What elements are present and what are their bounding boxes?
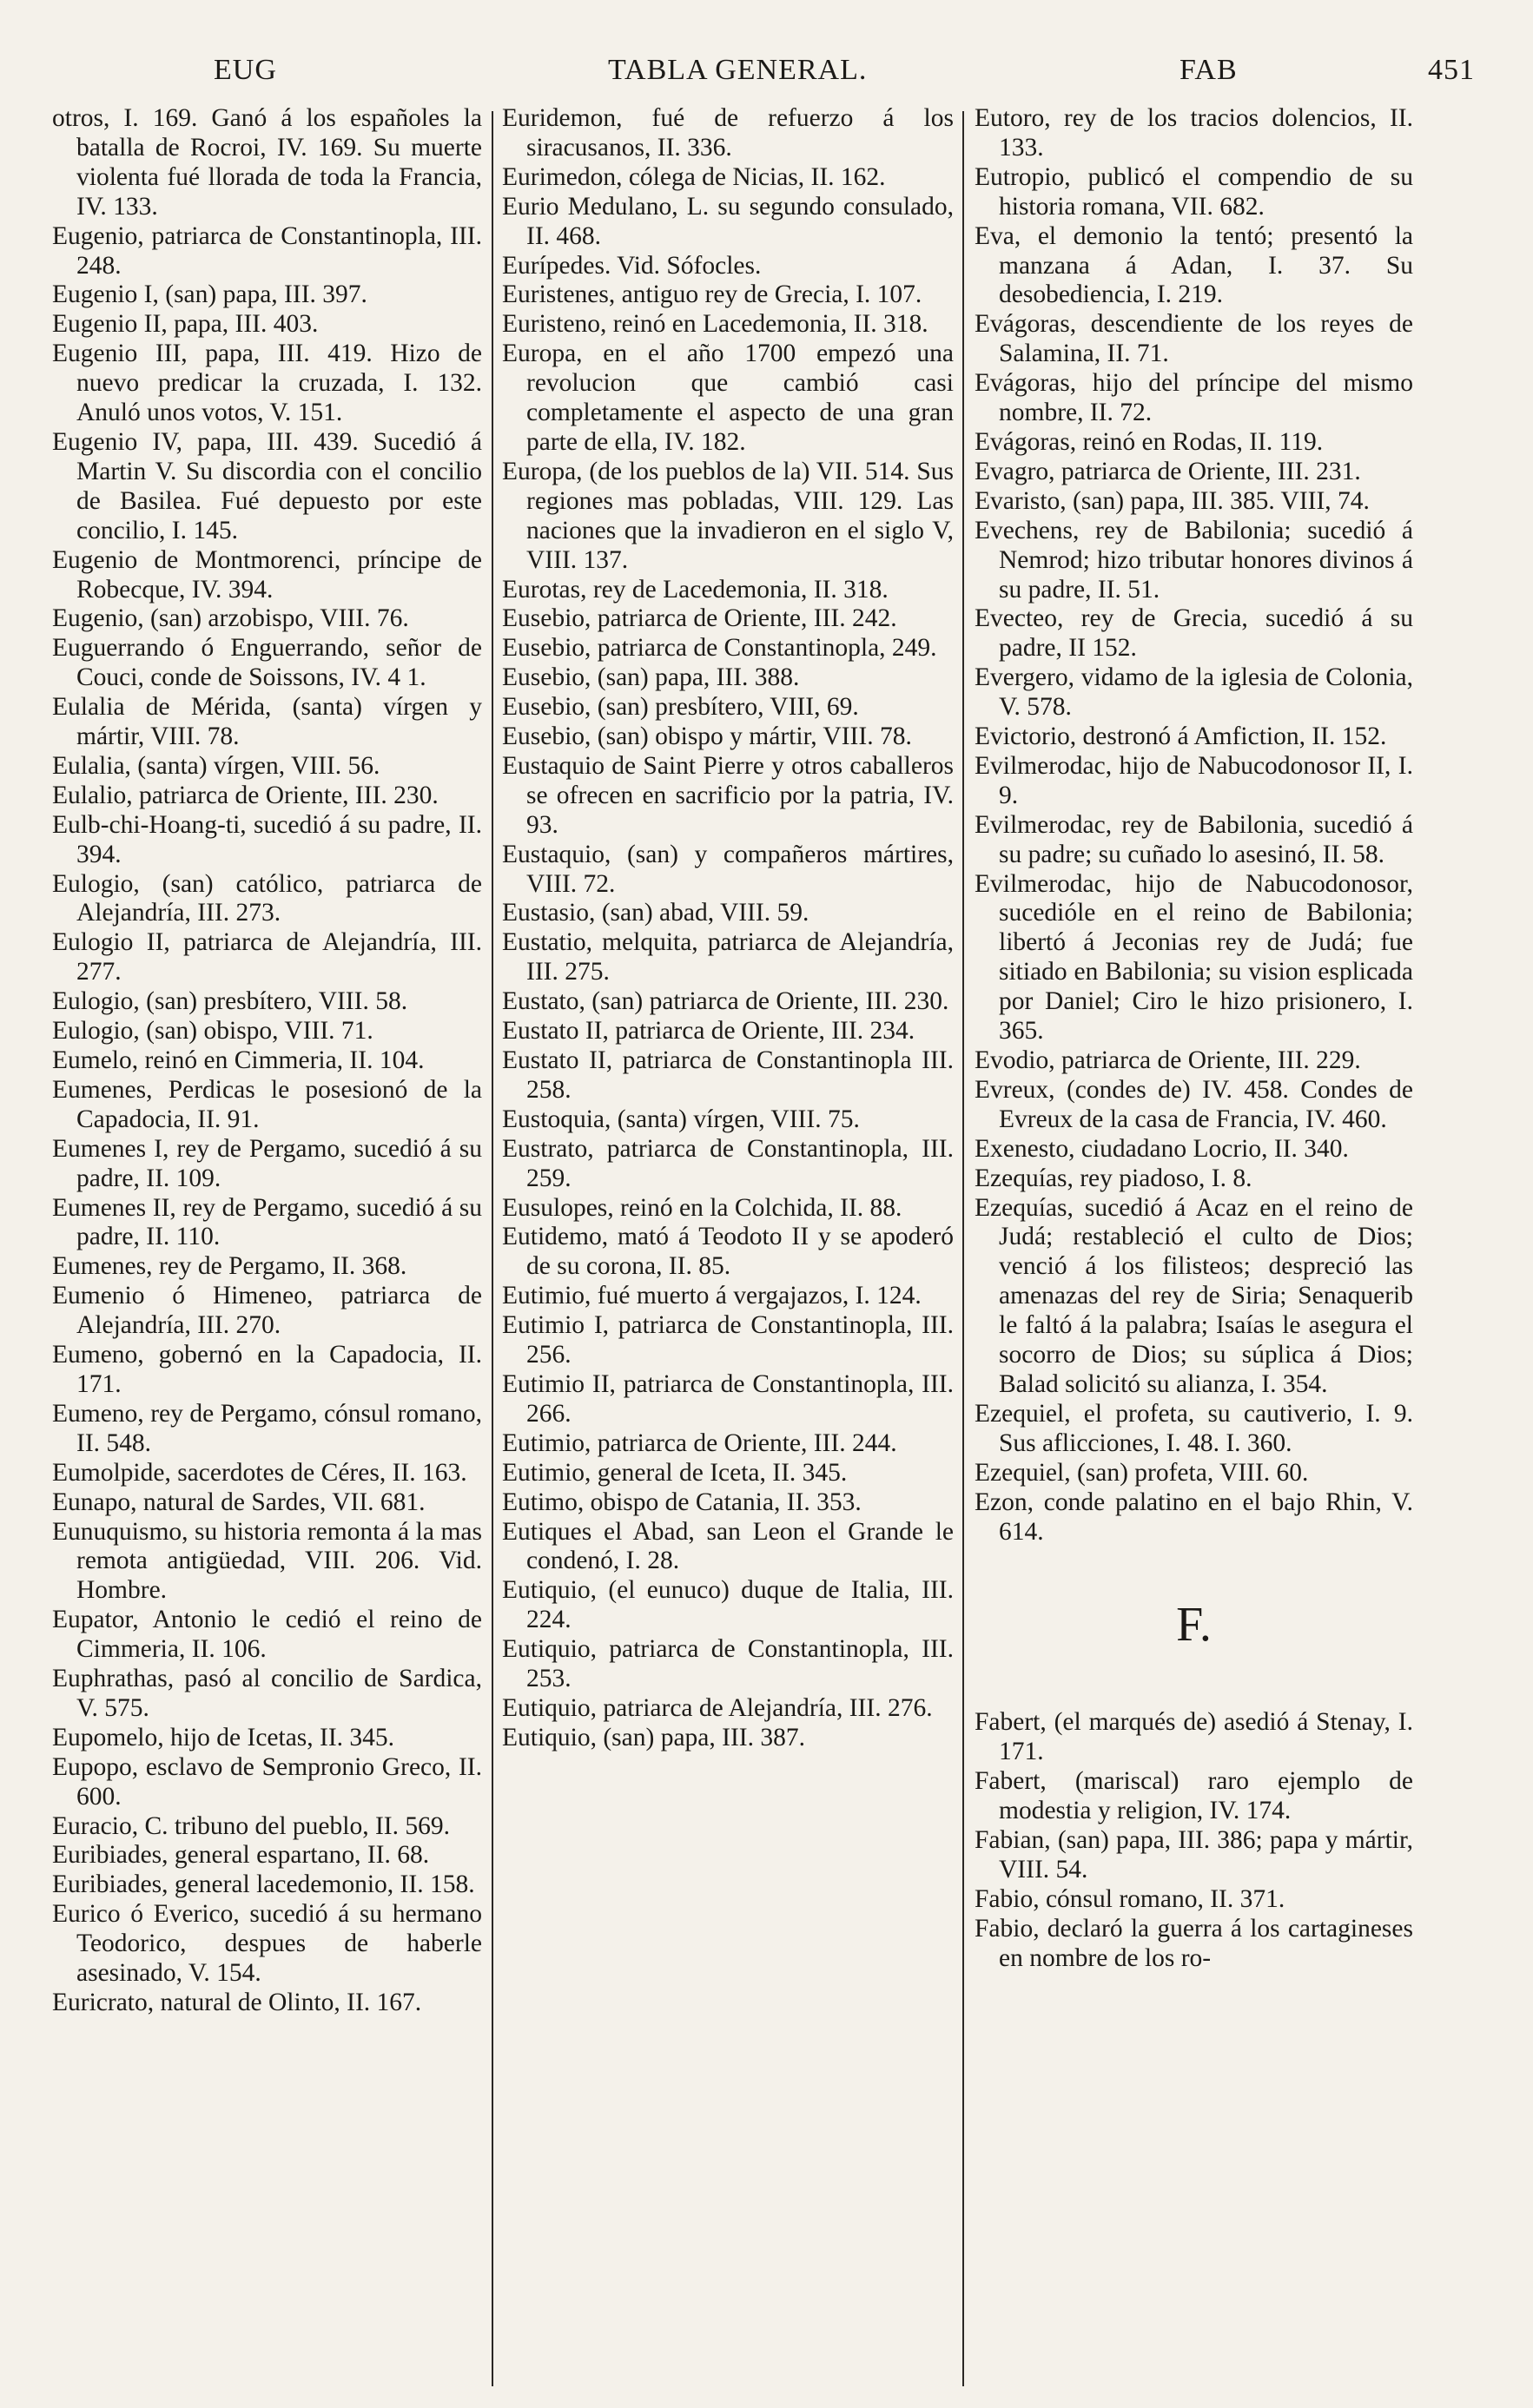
header-title: TABLA GENERAL. — [608, 54, 868, 86]
index-entry: Evilmerodac, hijo de Nabucodonosor II, I. 9. — [975, 751, 1413, 809]
column-divider — [492, 111, 493, 2386]
index-entry: Eusebio, (san) obispo y mártir, VIII. 78. — [502, 722, 912, 751]
index-entry: Eupator, Antonio le cedió el reino de Cimmeria, II. 106. — [52, 1606, 482, 1664]
index-entry: Evágoras, hijo del príncipe del mismo nombre, II. 72. — [975, 369, 1413, 427]
index-entry: Eutiquio, (el eunuco) duque de Italia, III. 224. — [502, 1576, 954, 1634]
index-entry: Eupomelo, hijo de Icetas, II. 345. — [52, 1723, 395, 1752]
index-entry: Eusebio, patriarca de Oriente, III. 242. — [502, 604, 897, 633]
index-entry: Eupopo, esclavo de Sempronio Greco, II. 600. — [52, 1752, 482, 1811]
index-entry: Euphrathas, pasó al concilio de Sardica, V. 575. — [52, 1665, 482, 1722]
index-entry: Eutimo, obispo de Catania, II. 353. — [502, 1488, 862, 1516]
index-entry: Eumenes II, rey de Pergamo, sucedió á su padre, II. 110. — [52, 1193, 482, 1251]
index-entry: Eumolpide, sacerdotes de Céres, II. 163. — [52, 1458, 467, 1487]
index-entry: Eustatio, melquita, patriarca de Alejandría, III. 275. — [502, 928, 954, 986]
index-entry: Eutiquio, patriarca de Constantinopla, III. 253. — [502, 1635, 954, 1693]
header-right-guide-word: FAB — [1179, 54, 1238, 86]
index-entry: otros, I. 169. Ganó á los españoles la batalla de Rocroi, IV. 169. Su muerte violenta fué llorada de toda la Francia, IV. 133. — [52, 104, 482, 221]
index-entry: Evágoras, reinó en Rodas, II. 119. — [975, 427, 1324, 456]
index-entry: Eutimio I, patriarca de Constantinopla, III. 256. — [502, 1311, 954, 1369]
index-entry: Eurimedon, cólega de Nicias, II. 162. — [502, 162, 886, 191]
index-entry: Eurotas, rey de Lacedemonia, II. 318. — [502, 575, 889, 604]
index-entry: Ezequiel, (san) profeta, VIII. 60. — [975, 1458, 1309, 1487]
index-entry: Ezequías, rey piadoso, I. 8. — [975, 1164, 1252, 1192]
index-entry: Eustato II, patriarca de Oriente, III. 234. — [502, 1017, 915, 1046]
index-entry: Eustasio, (san) abad, VIII. 59. — [502, 899, 809, 927]
index-entry: Evecteo, rey de Grecia, sucedió á su padre, II 152. — [975, 604, 1413, 663]
index-column-2 — [502, 104, 954, 2388]
index-entry: Eugenio IV, papa, III. 439. Sucedió á Martin V. Su discordia con el concilio de Basilea. Fué depuesto por este concilio, I. 145. — [52, 427, 482, 544]
index-entry: Eustaquio, (san) y compañeros mártires, VIII. 72. — [502, 840, 954, 898]
index-entry: Ezon, conde palatino en el bajo Rhin, V. 614. — [975, 1488, 1413, 1546]
index-entry: Eutimio II, patriarca de Constantinopla, III. 266. — [502, 1369, 954, 1428]
index-entry: Eusebio, (san) presbítero, VIII, 69. — [502, 693, 859, 722]
index-entry: Evaristo, (san) papa, III. 385. VIII, 74. — [975, 486, 1370, 515]
index-entry: Eusebio, (san) papa, III. 388. — [502, 663, 800, 692]
index-entry: Evágoras, descendiente de los reyes de Salamina, II. 71. — [975, 310, 1413, 368]
index-entry: Evilmerodac, hijo de Nabucodonosor, sucedióle en el reino de Babilonia; libertó á Jeconias rey de Judá; fue sitiado en Babilonia; su vision esplicada por Daniel; Ciro le hizo prisionero, I. 365. — [975, 869, 1413, 1046]
index-column-1 — [52, 104, 482, 2388]
index-entry: Eusulopes, reinó en la Colchida, II. 88. — [502, 1193, 902, 1222]
index-entry: Evodio, patriarca de Oriente, III. 229. — [975, 1046, 1361, 1074]
page-number: 451 — [1428, 54, 1475, 86]
index-entry: Evreux, (condes de) IV. 458. Condes de Evreux de la casa de Francia, IV. 460. — [975, 1075, 1413, 1133]
index-entry: Euristenes, antiguo rey de Grecia, I. 107. — [502, 280, 922, 309]
index-entry: Ezequiel, el profeta, su cautiverio, I. 9. Sus aflicciones, I. 48. I. 360. — [975, 1399, 1413, 1457]
index-entry: Euguerrando ó Enguerrando, señor de Couci, conde de Soissons, IV. 4 1. — [52, 634, 482, 692]
index-entry: Fabian, (san) papa, III. 386; papa y mártir, VIII. 54. — [975, 1826, 1413, 1884]
section-letter-heading: F. — [1176, 1598, 1212, 1653]
index-entry: Eustoquia, (santa) vírgen, VIII. 75. — [502, 1105, 860, 1133]
index-entry: Eulb-chi-Hoang-ti, sucedió á su padre, II. 394. — [52, 810, 482, 868]
index-entry: Evilmerodac, rey de Babilonia, sucedió á su padre; su cuñado lo asesinó, II. 58. — [975, 810, 1413, 868]
index-entry: Eva, el demonio la tentó; presentó la manzana á Adan, I. 37. Su desobediencia, I. 219. — [975, 221, 1413, 309]
index-entry: Eulogio, (san) presbítero, VIII. 58. — [52, 987, 408, 1016]
index-entry: Eustato, (san) patriarca de Oriente, III. 230. — [502, 987, 949, 1016]
index-entry: Eusebio, patriarca de Constantinopla, 249. — [502, 634, 937, 663]
index-entry: Europa, (de los pueblos de la) VII. 514. Sus regiones mas pobladas, VIII. 129. Las naciones que la invadieron en el siglo V, VIII. 137. — [502, 457, 954, 574]
index-entry: Eutiquio, (san) papa, III. 387. — [502, 1723, 805, 1752]
index-entry: Eumenes, rey de Pergamo, II. 368. — [52, 1252, 407, 1281]
index-entry: Exenesto, ciudadano Locrio, II. 340. — [975, 1134, 1349, 1163]
index-entry: Euricrato, natural de Olinto, II. 167. — [52, 1989, 422, 2016]
index-entry: Eugenio, (san) arzobispo, VIII. 76. — [52, 604, 409, 633]
index-entry: Eumenio ó Himeneo, patriarca de Alejandría, III. 270. — [52, 1282, 482, 1340]
index-entry: Eutiques el Abad, san Leon el Grande le condenó, I. 28. — [502, 1517, 954, 1575]
index-entry: Eulalia, (santa) vírgen, VIII. 56. — [52, 751, 380, 780]
index-entry: Eumenes, Perdicas le posesionó de la Capadocia, II. 91. — [52, 1075, 482, 1133]
index-entry: Euribiades, general espartano, II. 68. — [52, 1841, 430, 1870]
index-entry: Eulogio, (san) obispo, VIII. 71. — [52, 1017, 373, 1046]
index-entry: Evictorio, destronó á Amfiction, II. 152. — [975, 722, 1387, 751]
running-header — [52, 54, 1485, 94]
index-entry: Eugenio, patriarca de Constantinopla, III. 248. — [52, 221, 482, 280]
index-entry: Eugenio I, (san) papa, III. 397. — [52, 280, 367, 309]
index-entry: Eutropio, publicó el compendio de su historia romana, VII. 682. — [975, 162, 1413, 221]
index-entry: Evagro, patriarca de Oriente, III. 231. — [975, 457, 1361, 485]
index-entry: Evechens, rey de Babilonia; sucedió á Nemrod; hizo tributar honores divinos á su padre, II. 51. — [975, 516, 1413, 604]
index-entry: Eumeno, rey de Pergamo, cónsul romano, II. 548. — [52, 1399, 482, 1457]
index-entry: Eustato II, patriarca de Constantinopla III. 258. — [502, 1046, 954, 1104]
index-entry: Evergero, vidamo de la iglesia de Colonia, V. 578. — [975, 663, 1413, 722]
index-entry: Eustrato, patriarca de Constantinopla, III. 259. — [502, 1134, 954, 1192]
index-entry: Eutiquio, patriarca de Alejandría, III. 276. — [502, 1693, 933, 1722]
index-entry: Eutidemo, mató á Teodoto II y se apoderó de su corona, II. 85. — [502, 1223, 954, 1281]
index-entry: Eugenio II, papa, III. 403. — [52, 310, 319, 339]
index-entry: Eurico ó Everico, sucedió á su hermano Teodorico, despues de haberle asesinado, V. 154. — [52, 1900, 482, 1988]
index-entry: Eustaquio de Saint Pierre y otros caballeros se ofrecen en sacrificio por la patria, IV. 93. — [502, 751, 954, 839]
index-entry: Euribiades, general lacedemonio, II. 158. — [52, 1870, 475, 1899]
index-entry: Eulogio II, patriarca de Alejandría, III. 277. — [52, 928, 482, 986]
index-entry: Eutimio, fué muerto á vergajazos, I. 124. — [502, 1282, 922, 1310]
index-entry: Euristeno, reinó en Lacedemonia, II. 318. — [502, 310, 928, 339]
header-left-guide-word: EUG — [214, 54, 277, 86]
index-entry: Eulogio, (san) católico, patriarca de Alejandría, III. 273. — [52, 869, 482, 927]
index-entry: Eutimio, general de Iceta, II. 345. — [502, 1458, 848, 1487]
index-entry: Fabert, (el marqués de) asedió á Stenay, I. 171. — [975, 1708, 1413, 1766]
column-divider — [962, 111, 964, 2386]
index-entry: Ezequías, sucedió á Acaz en el reino de Judá; restableció el culto de Dios; venció á los filisteos; despreció las amenazas del rey de Siria; Senaquerib le faltó á la palabra; Isaías le asegura el socorro de Dios; su súplica á Dios; Balad solicitó su alianza, I. 354. — [975, 1193, 1413, 1398]
index-entry: Euridemon, fué de refuerzo á los siracusanos, II. 336. — [502, 104, 954, 162]
index-entry: Eugenio de Montmorenci, príncipe de Robecque, IV. 394. — [52, 545, 482, 604]
index-entry: Fabert, (mariscal) raro ejemplo de modestia y religion, IV. 174. — [975, 1767, 1413, 1825]
index-entry: Eurio Medulano, L. su segundo consulado, II. 468. — [502, 192, 954, 250]
index-entry: Eunapo, natural de Sardes, VII. 681. — [52, 1488, 426, 1516]
index-entry: Eulalia de Mérida, (santa) vírgen y mártir, VIII. 78. — [52, 693, 482, 751]
index-entry: Fabio, cónsul romano, II. 371. — [975, 1884, 1285, 1913]
index-entry: Eurípedes. Vid. Sófocles. — [502, 251, 762, 280]
index-entry: Eumenes I, rey de Pergamo, sucedió á su padre, II. 109. — [52, 1134, 482, 1192]
index-entry: Eumelo, reinó en Cimmeria, II. 104. — [52, 1046, 425, 1074]
index-entry: Eutoro, rey de los tracios dolencios, II. 133. — [975, 104, 1413, 162]
index-entry: Eunuquismo, su historia remonta á la mas remota antigüedad, VIII. 206. Vid. Hombre. — [52, 1517, 482, 1605]
index-entry: Europa, en el año 1700 empezó una revolucion que cambió casi completamente el aspecto de una gran parte de ella, IV. 182. — [502, 340, 954, 456]
index-entry: Eutimio, patriarca de Oriente, III. 244. — [502, 1428, 897, 1457]
index-entry: Euracio, C. tribuno del pueblo, II. 569. — [52, 1811, 450, 1840]
index-entry: Eulalio, patriarca de Oriente, III. 230. — [52, 781, 439, 809]
index-entry: Eumeno, gobernó en la Capadocia, II. 171. — [52, 1341, 482, 1398]
index-column-3 — [975, 104, 1413, 2388]
index-entry: Eugenio III, papa, III. 419. Hizo de nuevo predicar la cruzada, I. 132. Anuló unos votos, V. 151. — [52, 340, 482, 427]
index-entry: Fabio, declaró la guerra á los cartagineses en nombre de los ro- — [975, 1914, 1413, 1972]
